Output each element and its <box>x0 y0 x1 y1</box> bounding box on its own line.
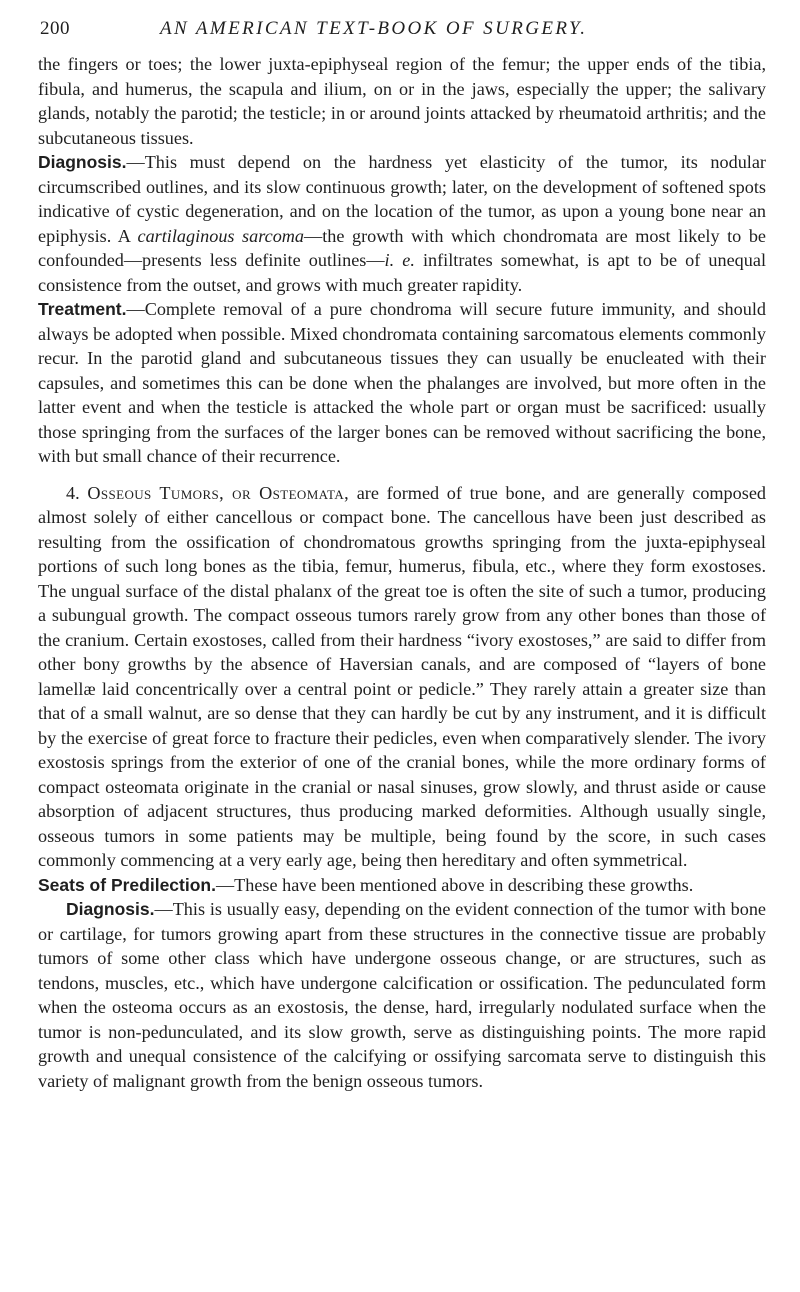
italic-term: i. e. <box>384 250 415 270</box>
section-heading: Diagnosis. <box>38 152 127 172</box>
paragraph-text: the fingers or toes; the lower juxta-epiphyseal region of the femur; the upper ends of the tibia, fibula, and humerus, the scapula and ilium, on or in the jaws, especially the upper; the salivary glands, notably the parotid; the testicle; in or around joints attacked by rheumatoid arthritis; and the subcutaneous tissues. <box>38 54 766 148</box>
paragraph-text: —This must depend on the hardness yet elasticity of the tumor, its nodular circumscribed outlines, and its slow continuous growth; later, on the development of softened spots indicative of cystic degeneration, and on the location of the tumor, as upon a young bone near an epiphysis. A <box>38 152 766 246</box>
section-heading: Treatment. <box>38 299 127 319</box>
section-number: 4. <box>66 482 80 503</box>
paragraph-seats-of-predilection <box>38 873 766 898</box>
page-header <box>40 14 760 40</box>
paragraph-treatment <box>38 297 766 469</box>
page-number: 200 <box>40 18 70 39</box>
paragraph-text: —This is usually easy, depending on the evident connection of the tumor with bone or cartilage, for tumors growing apart from these structures in the connective tissue are probably tumors of some other class which have undergone osseous change, or are structures, such as tendons, muscles, etc., which have undergone calcification or ossification. The pedunculated form when the osteoma occurs as an exostosis, the dense, hard, irregularly nodulated surface when the tumor is non-pedunculated, and its slow growth, serve as distinguishing points. The more rapid growth and unequal consistence of the calcifying or ossifying sarcomata serve to distinguish this variety of malignant growth from the benign osseous tumors. <box>38 899 766 1091</box>
paragraph-osseous-tumors <box>38 481 766 873</box>
page-body <box>38 52 766 1093</box>
paragraph-text: infiltrates somewhat, is apt to be of unequal consistence from the outset, and grows with much greater rapidity. <box>38 250 766 295</box>
paragraph-text: —the growth with which chondromata are most likely to be confounded—presents less definite outlines— <box>38 225 766 270</box>
section-title: Osseous Tumors, or Osteomata, <box>87 482 350 503</box>
italic-term: cartilaginous sarcoma <box>137 225 305 246</box>
paragraph-continuation <box>38 52 766 150</box>
section-heading: Seats of Predilection. <box>38 874 216 895</box>
running-title: AN AMERICAN TEXT-BOOK OF SURGERY. <box>160 18 588 39</box>
paragraph-diagnosis-chondroma <box>38 150 766 297</box>
paragraph-text: —Complete removal of a pure chondroma will secure future immunity, and should always be adopted when possible. Mixed chondromata containing sarcomatous elements commonly recur. In the parotid gland and subcutaneous tissues they can usually be enucleated with their capsules, and sometimes this can be done when the phalanges are involved, but more often in the latter event and when the testicle is attacked the whole part or organ must be sacrificed: usually those springing from the surfaces of the larger bones can be removed without sacrificing the bone, with but small chance of their recurrence. <box>38 299 766 466</box>
paragraph-diagnosis-osteoma <box>38 897 766 1093</box>
paragraph-text: are formed of true bone, and are generally composed almost solely of either cancellous or compact bone. The cancellous have been just described as resulting from the ossification of chondromatous growths springing from the juxta-epiphyseal portions of such long bones as the tibia, femur, humerus, fibula, etc., where they form exostoses. The ungual surface of the distal phalanx of the great toe is often the site of such a tumor, producing a subungual growth. The compact osseous tumors rarely grow from any other bones than those of the cranium. Certain exostoses, called from their hardness “ivory exostoses,” are said to differ from other bony growths by the absence of Haversian canals, and are composed of “layers of bone lamellæ laid concentrically over a central point or pedicle.” They rarely attain a greater size than that of a small walnut, are so dense that they can hardly be cut by any instrument, and it is difficult by the exercise of great force to fracture their pedicles, even when comparatively slender. The ivory exostosis springs from the exterior of one of the cranial bones, while the more ordinary forms of compact osteomata originate in the cranial or nasal sinuses, grow slowly, and thrust aside or cause absorption of adjacent structures, thus producing marked deformities. Although usually single, osseous tumors in some patients may be multiple, being found by the score, in such cases commonly commencing at a very early age, being then hereditary and often symmetrical. <box>38 482 766 870</box>
section-heading: Diagnosis. <box>66 899 155 919</box>
paragraph-text: —These have been mentioned above in describing these growths. <box>215 874 694 895</box>
